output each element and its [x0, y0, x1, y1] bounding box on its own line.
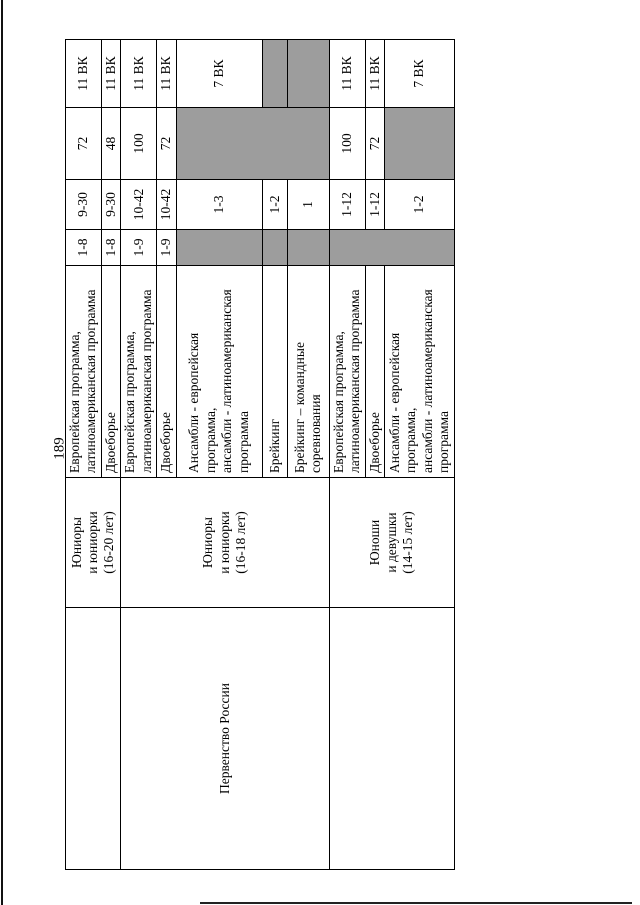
couples-cell: 1-2 — [385, 180, 455, 230]
table-row — [66, 40, 102, 870]
age-group-cell: Юниоры и юниорки (16-20 лет) — [66, 478, 121, 608]
rank-cell: 11 ВК — [329, 40, 365, 108]
program-cell: Ансамбли - европейская программа, ансамбли - латиноамериканская программа — [176, 266, 262, 478]
couples-cell: 1 — [287, 180, 329, 230]
program-cell: Двоеборье — [157, 266, 176, 478]
couples-cell: 10-42 — [157, 180, 176, 230]
table-row — [329, 40, 365, 870]
rank-cell: 11 ВК — [121, 40, 157, 108]
couples-cell: 9-30 — [101, 180, 120, 230]
program-cell: Европейская программа, латиноамериканская программа — [329, 266, 365, 478]
dances-cell: 48 — [101, 108, 120, 180]
program-cell: Ансамбли - европейская программа, ансамбли - латиноамериканская программа — [385, 266, 455, 478]
rotated-table-container — [65, 40, 450, 870]
program-cell: Двоеборье — [101, 266, 120, 478]
age-group-cell: Юноши и девушки (14-15 лет) — [329, 478, 454, 608]
dances-cell: 100 — [121, 108, 157, 180]
competition-cell: Первенство России — [121, 608, 329, 870]
participants-cell-shaded — [287, 230, 329, 266]
rank-cell: 11 ВК — [365, 40, 384, 108]
program-cell: Брейкинг – командные соревнования — [287, 266, 329, 478]
couples-cell: 1-2 — [262, 180, 287, 230]
rank-cell: 11 ВК — [101, 40, 120, 108]
program-cell: Европейская программа, латиноамериканская программа — [121, 266, 157, 478]
competition-cell-empty — [66, 608, 121, 870]
rank-cell-shaded — [262, 40, 287, 108]
age-group-cell: Юниоры и юниорки (16-18 лет) — [121, 478, 329, 608]
program-cell: Европейская программа, латиноамериканская программа — [66, 266, 102, 478]
program-cell: Двоеборье — [365, 266, 384, 478]
participants-cell: 1-8 — [66, 230, 102, 266]
bottom-rule — [200, 902, 632, 904]
page-number: 189 — [51, 437, 68, 460]
program-cell: Брейкинг — [262, 266, 287, 478]
rank-cell-shaded — [287, 40, 329, 108]
rank-cell: 7 ВК — [385, 40, 455, 108]
participants-cell-shaded — [329, 230, 454, 266]
couples-cell: 9-30 — [66, 180, 102, 230]
participants-cell: 1-9 — [157, 230, 176, 266]
participants-cell-shaded — [262, 230, 287, 266]
rank-cell: 11 ВК — [66, 40, 102, 108]
competition-cell-empty — [329, 608, 454, 870]
couples-cell: 1-3 — [176, 180, 262, 230]
participants-cell-shaded — [176, 230, 262, 266]
participants-cell: 1-9 — [121, 230, 157, 266]
dances-cell: 72 — [365, 108, 384, 180]
couples-cell: 1-12 — [329, 180, 365, 230]
dances-cell: 100 — [329, 108, 365, 180]
couples-cell: 1-12 — [365, 180, 384, 230]
table-row — [121, 40, 157, 870]
rank-cell: 7 ВК — [176, 40, 262, 108]
dances-cell: 72 — [66, 108, 102, 180]
dances-cell-shaded — [176, 108, 329, 180]
participants-cell: 1-8 — [101, 230, 120, 266]
rank-requirements-table — [65, 39, 455, 870]
dances-cell-shaded — [385, 108, 455, 180]
rank-cell: 11 ВК — [157, 40, 176, 108]
scan-edge-line — [1, 0, 3, 905]
couples-cell: 10-42 — [121, 180, 157, 230]
dances-cell: 72 — [157, 108, 176, 180]
